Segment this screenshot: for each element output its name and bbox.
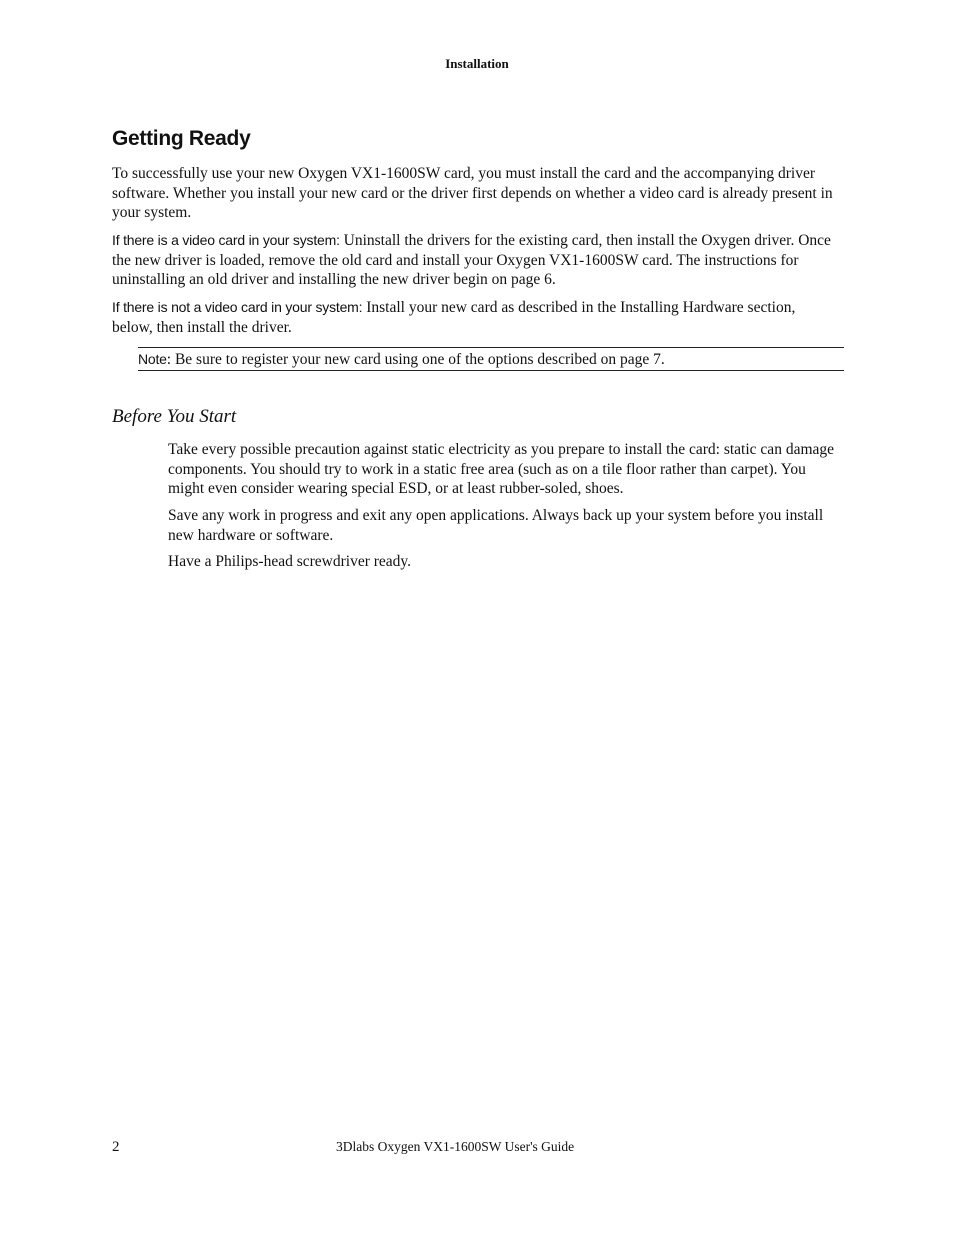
running-footer: 3Dlabs Oxygen VX1-1600SW User's Guide [336, 1139, 575, 1154]
running-header: Installation [445, 56, 509, 71]
screwdriver-paragraph: Have a Philips-head screwdriver ready. [168, 553, 412, 570]
note-box [138, 347, 844, 371]
intro-paragraph: To successfully use your new Oxygen VX1-1600SW card, you must install the card and the accompanying driver software. Whether you install your new card or the driver first depends on whether a video card is already present in your system. [112, 165, 833, 222]
card-absent-text: Install your new card as described in the Installing Hardware section, below, then install the driver. [112, 299, 796, 336]
card-present-lead-in: If there is a video card in your system: [112, 232, 340, 248]
card-present-text: Uninstall the drivers for the existing card, then install the Oxygen driver. Once the new driver is loaded, remove the old card and install your Oxygen VX1-1600SW card. The instructions for uninstalling an old driver and installing the new driver begin on page 6. [112, 232, 831, 289]
section-title: Getting Ready [112, 127, 251, 150]
card-absent-lead-in: If there is not a video card in your system: [112, 299, 363, 315]
note-text: : Be sure to register your new card using one of the options described on page 7. [166, 351, 665, 368]
card-present-paragraph [112, 231, 836, 290]
static-precaution-paragraph: Take every possible precaution against static electricity as you prepare to install the card: static can damage components. You should try to work in a static free area (such as on a tile floor rather than carpet). You might even consider wearing special ESD, or at least rubber-soled, shoes. [168, 441, 835, 498]
note-label: Note [138, 351, 167, 367]
subsection-title: Before You Start [112, 406, 237, 427]
save-work-paragraph: Save any work in progress and exit any open applications. Always back up your system before you install new hardware or software. [168, 507, 824, 544]
page-number: 2 [112, 1139, 120, 1155]
card-absent-paragraph [112, 298, 836, 337]
